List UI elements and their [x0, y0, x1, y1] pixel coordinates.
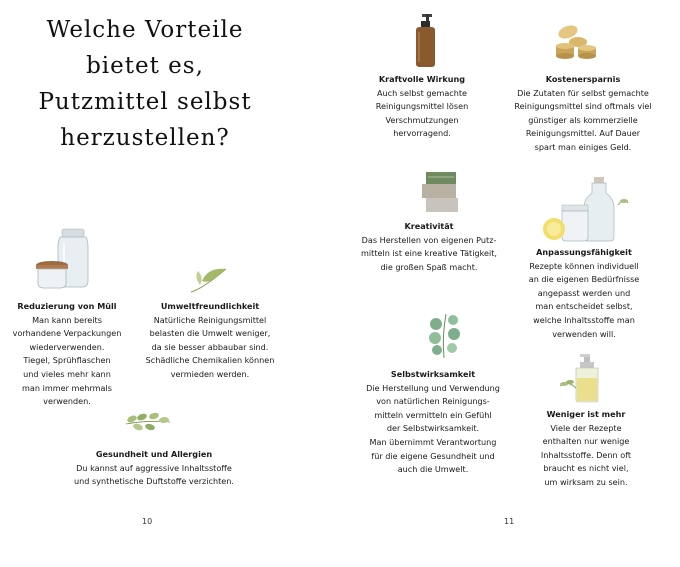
benefit-text-line: angepasst werden und: [537, 287, 631, 298]
benefit-text-line: Die Zutaten für selbst gemachte: [517, 87, 649, 98]
benefit-text-line: Das Herstellen von eigenen Putz-: [361, 234, 497, 245]
page-number: 11: [504, 517, 515, 526]
title-line: Welche Vorteile: [46, 17, 244, 43]
benefit-heading: Kraftvolle Wirkung: [378, 74, 466, 84]
benefit-text-line: um wirksam zu sein.: [544, 476, 628, 487]
benefit-text-line: an die eigenen Bedürfnisse: [528, 274, 640, 285]
benefit-text-line: Rezepte können individuell: [529, 260, 639, 271]
benefit-reduzierung-von-muell: [8, 300, 126, 409]
leaf-illustration: [188, 265, 230, 295]
herb-sprig-illustration: [124, 410, 172, 434]
benefit-text-line: da sie besser abbaubar sind.: [151, 341, 269, 352]
benefit-text-line: vorhandene Verpackungen: [12, 328, 122, 339]
benefit-heading: Weniger ist mehr: [546, 409, 626, 419]
benefit-text-line: vermieden werden.: [170, 368, 250, 379]
benefit-weniger-ist-mehr: [522, 408, 650, 490]
benefit-text-line: günstiger als kommerzielle: [528, 114, 638, 125]
benefit-text-line: verwenden.: [43, 396, 91, 407]
benefit-anpassungsfaehigkeit: [518, 246, 650, 341]
benefit-text-line: auch die Umwelt.: [397, 464, 469, 475]
benefit-gesundheit-und-allergien: [60, 448, 248, 489]
benefit-heading: Selbstwirksamkeit: [390, 369, 476, 379]
benefit-selbstwirksamkeit: [358, 368, 508, 477]
benefit-text-line: Man kann bereits: [32, 314, 102, 325]
coins-illustration: [552, 20, 602, 62]
benefit-text-line: hervorragend.: [393, 128, 451, 139]
soap-bars-illustration: [420, 168, 466, 216]
glass-bottle-and-lemon-illustration: [538, 175, 630, 243]
glass-jars-illustration: [30, 225, 102, 290]
benefit-text-line: man entscheidet selbst,: [535, 301, 633, 312]
benefit-text-line: und vieles mehr kann: [23, 368, 111, 379]
benefit-text-line: Reinigungsmittel lösen: [375, 101, 469, 112]
benefit-heading: Anpassungsfähigkeit: [536, 247, 632, 257]
benefit-heading: Gesundheit und Allergien: [95, 449, 213, 459]
page-number: 10: [142, 517, 153, 526]
benefit-text-line: Auch selbst gemachte: [376, 87, 468, 98]
benefit-text-line: braucht es nicht viel,: [543, 463, 629, 474]
title-line: bietet es,: [86, 53, 204, 79]
benefit-text-line: man immer mehrmals: [22, 382, 112, 393]
benefit-text-line: wiederverwenden.: [29, 341, 105, 352]
benefit-heading: Reduzierung von Müll: [17, 301, 117, 311]
benefit-text-line: und synthetische Duftstoffe verzichten.: [74, 476, 234, 487]
benefit-text-line: der Selbstwirksamkeit.: [386, 423, 480, 434]
page-title: [30, 12, 260, 156]
benefit-text-line: mitteln vermitteln ein Gefühl: [374, 409, 492, 420]
benefit-kreativitaet: [354, 220, 504, 274]
benefit-text-line: für die eigene Gesundheit und: [371, 450, 495, 461]
benefit-text-line: Die Herstellung und Verwendung: [366, 382, 500, 393]
benefit-text-line: Schädliche Chemikalien können: [145, 355, 275, 366]
benefit-kraftvolle-wirkung: [362, 73, 482, 141]
benefit-text-line: Viele der Rezepte: [550, 422, 622, 433]
benefit-text-line: welche Inhaltsstoffe man: [533, 314, 635, 325]
benefit-text-line: verwenden will.: [552, 328, 616, 339]
amber-bottle-illustration: [410, 12, 440, 68]
eucalyptus-illustration: [424, 310, 464, 360]
benefit-text-line: belasten die Umwelt weniger,: [149, 328, 271, 339]
benefit-text-line: Verschmutzungen: [385, 114, 459, 125]
benefit-heading: Umweltfreundlichkeit: [160, 301, 260, 311]
benefit-text-line: Reinigungsmittel sind oftmals viel: [514, 101, 652, 112]
benefit-heading: Kostenersparnis: [545, 74, 621, 84]
dispenser-jar-illustration: [558, 352, 604, 404]
benefit-text-line: Man übernimmt Verantwortung: [369, 436, 497, 447]
benefit-umweltfreundlichkeit: [138, 300, 282, 382]
benefit-kostenersparnis: [508, 73, 658, 155]
benefit-text-line: enthalten nur wenige: [542, 436, 630, 447]
benefit-text-line: Natürliche Reinigungsmittel: [153, 314, 267, 325]
benefit-text-line: spart man einiges Geld.: [534, 141, 632, 152]
benefit-heading: Kreativität: [404, 221, 454, 231]
benefit-text-line: Inhaltsstoffe. Denn oft: [540, 449, 632, 460]
title-line: herzustellen?: [60, 125, 230, 151]
benefit-text-line: Du kannst auf aggressive Inhaltsstoffe: [76, 462, 232, 473]
benefit-text-line: von natürlichen Reinigungs-: [376, 396, 490, 407]
benefit-text-line: Tiegel, Sprühflaschen: [23, 355, 111, 366]
title-line: Putzmittel selbst: [38, 89, 252, 115]
benefit-text-line: die großen Spaß macht.: [380, 261, 478, 272]
right-page: [340, 0, 680, 567]
benefit-text-line: Reinigungsmittel. Auf Dauer: [525, 128, 641, 139]
benefit-text-line: mitteln ist eine kreative Tätigkeit,: [361, 248, 497, 259]
